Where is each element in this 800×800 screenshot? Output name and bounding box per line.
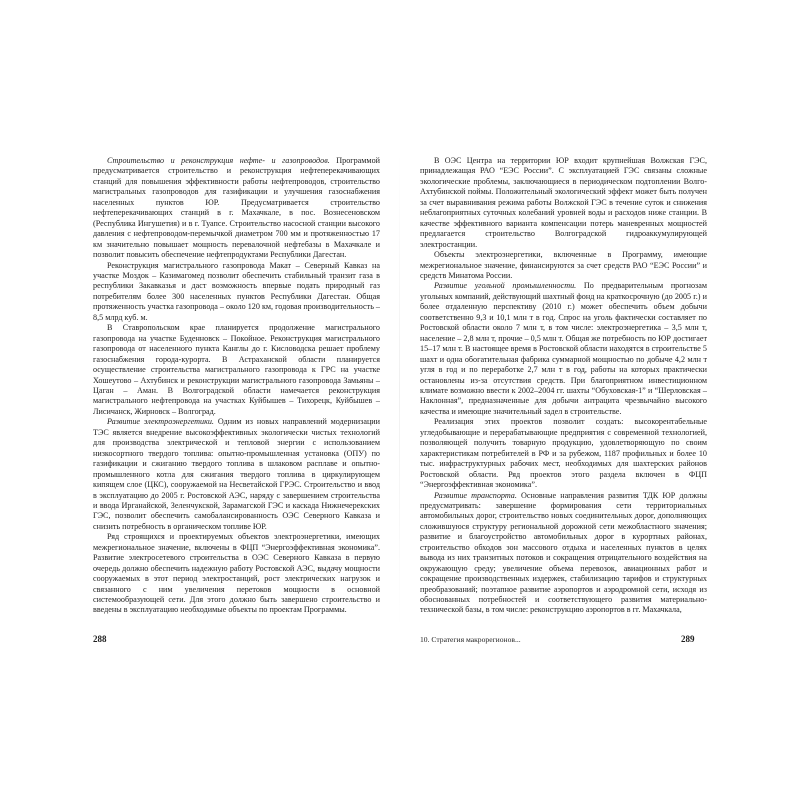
paragraph-text: Ряд строящихся и проектируемых объектов электроэнергетики, имеющих межрегиональное значение, включены в ФЦП “Энергоэффективная экономика”. Развитие электросетевого строительства в ОЭС Северного Кавказа в первую очередь должно обеспечить надежную работу Ростовской АЭС, выдачу мощности сооружаемых в этот период электростанций, рост электрических нагрузок и связанного с ним увеличения перетоков мощности в основной системообразующей сети. Для этого должно быть завершено строительство и введены в эксплуатацию необходимые объекты по проектам Программы.	[93, 532, 380, 615]
paragraph-text: Одним из новых направлений модернизации ТЭС является внедрение высокоэффективных экологически чистых технологий для производства электрической и тепловой энергии с использованием низкосортного твердого топлива: опытно-промышленная установка (ОПУ) по газификации и сжиганию твердого топлива в шлаковом расплаве и опытно-промышленного котла для сжигания твердого топлива в циркулирующем кипящем слое (ЦКС), сооружаемой на Несветайской ГРЭС. Строительство и ввод в эксплуатацию до 2005 г. Ростовской АЭС, наряду с завершением строительства и ввода Ирганайской, Зеленчукской, Зарамагской ГЭС и каскада Нижнечерекских ГЭС, позволит обеспечить самобалансированность ОЭС Северного Кавказа и снизить потребность в органическом топливе ЮР.	[93, 417, 380, 531]
section-heading: Строительство и реконструкция нефте- и газопроводов.	[107, 156, 330, 165]
left-text-column	[93, 156, 380, 616]
paragraph	[420, 281, 707, 417]
paragraph-text: По предварительным прогнозам угольных компаний, действующий шахтный фонд на краткосрочную (до 2005 г.) и более отдаленную перспективу (2010 г.) может обеспечить объем добычи соответственно 9,3 и 10,1 млн т в год. Спрос на уголь фактически составляет по Ростовской области около 7 млн т, в том числе: электроэнергетика – 3,5 млн т, население – 2,8 млн т, прочие – 0,5 млн т. Общая же потребность по ЮР достигает 15–17 млн т. В настоящее время в Ростовской области находятся в строительстве 5 шахт и одна обогатительная фабрика суммарной мощностью по добыче 4,2 млн т угля в год и по переработке 2,7 млн т в год, работы на которых практически остановлены из-за отсутствия средств. При благоприятном инвестиционном климате возможно ввести к 2002–2004 гг. шахты “Обуховская-1” и “Шерловская – Наклонная”, предназначенные для добычи антрацита чрезвычайно высокого качества и имеющие значительный задел в строительстве.	[420, 281, 707, 416]
page-number: 288	[93, 634, 107, 644]
page-number: 289	[681, 634, 695, 644]
paragraph	[420, 156, 707, 250]
paragraph-text: Реконструкция магистрального газопровода Макат – Северный Кавказ на участке Моздок – Казимагомед позволит обеспечить стабильный транзит газа в республики Закавказья и даст возможность впервые подать природный газ потребителям более 300 населенных пунктов Республики Дагестан. Общая протяженность участка газопровода – около 120 км, годовая производительность – 8,5 млрд куб. м.	[93, 260, 380, 322]
running-footer: 10. Стратегия макрорегионов...	[420, 635, 521, 644]
paragraph-text: Основные направления развития ТДК ЮР должны предусматривать: завершение формирования сети территориальных автомобильных дорог, строительство новых соединительных дорог, дополняющих сложившуюся структуру региональной дорожной сети межобластного значения; развитие и благоустройство автомобильных дорог в курортных районах, строительство обходов зон массового отдыха и населенных пунктов в целях вывода из них транзитных потоков и сокращения отрицательного воздействия на окружающую среду; увеличение объема перевозок, авиационных работ и сокращение производственных издержек, стабилизацию тарифов и структурных преобразований; поэтапное развитие аэропортов и аэродромной сети, исходя из обоснованных потребностей и соответствующего развития материально-технической базы, в том числе: реконструкцию аэропортов в гг. Махачкала,	[420, 490, 707, 615]
paragraph-text: Объекты электроэнергетики, включенные в Программу, имеющие межрегиональное значение, финансируются за счет средств РАО “ЕЭС России” и средств Минатома России.	[420, 250, 707, 280]
paragraph-text: В Ставропольском крае планируется продолжение магистрального газопровода на участке Буденновск – Покойное. Реконструкция магистрального газопровода от населенного пункта Канглы до г. Кисловодска решает проблему газоснабжения города-курорта. В Астраханской области планируется осуществление строительства магистрального газопровода к ГРС на участке Хошеутово – Ахтубинск и реконструкции магистрального газопровода Замьяны – Цаган – Аман. В Волгоградской области намечается реконструкция магистрального нефтепровода на участках Куйбышев – Тихорецк, Куйбышев – Лисичанск, Жирновск – Волгоград.	[93, 323, 380, 416]
paragraph	[93, 323, 380, 417]
paragraph	[420, 491, 707, 616]
paragraph-text: Программой предусматривается строительство и реконструкция нефтеперекачивающих станций для повышения эффективности работы нефтепроводов, строительство магистральных газопроводов для газификации и улучшения газоснабжения населенных пунктов ЮР. Предусматривается строительство нефтеперекачивающих станций в г. Махачкале, в пос. Вознесеновском (Республика Ингушетия) и в г. Туапсе. Строительство насосной станции высокого давления с нефтепроводом-перемычкой диаметром 700 мм и протяженностью 17 км значительно повышает мощность перевалочной нефтебазы в Махачкале и позволит повысить обеспечение нефтепродуктами Республики Дагестан.	[93, 156, 380, 260]
section-heading: Развитие угольной промышленности.	[434, 281, 577, 291]
paragraph	[420, 417, 707, 490]
paragraph-text: Реализация этих проектов позволит создать: высокорентабельные угледобывающие и перерабатывающие предприятия с современной технологией, позволяющей получить товарную продукцию, удовлетворяющую по своим характеристикам потребителей в РФ и за рубежом, 1187 профильных и более 10 тыс. инфраструктурных рабочих мест, необходимых для шахтерских районов Ростовской области. Ряд проектов этого раздела включен в ФЦП “Энергоэффективная экономика”.	[420, 417, 707, 490]
paragraph	[93, 417, 380, 532]
paragraph	[420, 250, 707, 281]
right-text-column	[420, 156, 707, 616]
paragraph-text: В ОЭС Центра на территории ЮР входит крупнейшая Волжская ГЭС, принадлежащая РАО “ЕЭС России”. С эксплуатацией ГЭС связаны сложные экологические проблемы, заключающиеся в периодическом подтоплении Волго-Ахтубинской поймы. Положительный экологический эффект может быть получен за счет выравнивания режима работы Волжской ГЭС в течение суток и снижения неблагоприятных суточных колебаний уровней воды и расходов ниже станции. В качестве эффективного варианта компенсации потерь маневренных мощностей предлагается строительство Волгоградской гидроаккумулирующей электростанции.	[420, 156, 707, 249]
paragraph	[93, 261, 380, 324]
paragraph	[93, 532, 380, 616]
section-heading: Развитие транспорта.	[434, 490, 517, 500]
right-page	[400, 0, 800, 800]
paragraph	[93, 156, 380, 261]
section-heading: Развитие электроэнергетики.	[107, 417, 214, 427]
